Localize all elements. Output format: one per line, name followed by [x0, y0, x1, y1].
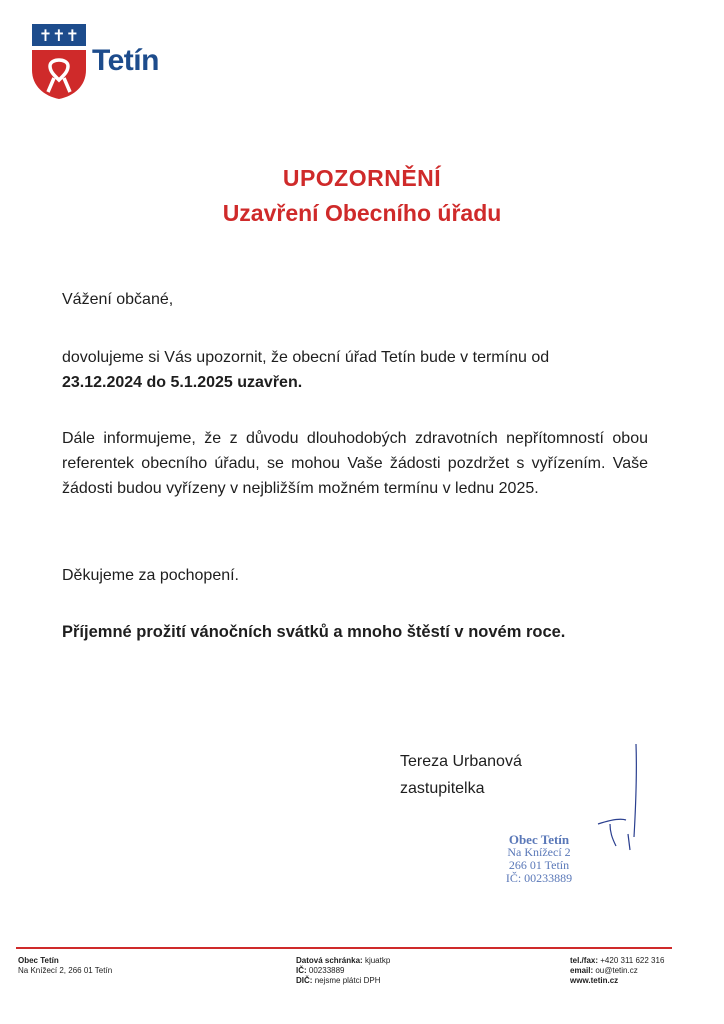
ds-value: kjuatkp [364, 956, 391, 965]
web-link[interactable]: www.tetin.cz [570, 976, 619, 985]
stamp-line-1: Obec Tetín [508, 832, 570, 847]
signer-name: Tereza Urbanová [400, 753, 522, 770]
ds-label: Datová schránka: [296, 956, 363, 965]
closure-text: dovolujeme si Vás upozornit, že obecní úřad Tetín bude v termínu od [62, 349, 550, 366]
coat-of-arms-icon [30, 22, 88, 100]
footer-contact [570, 956, 664, 986]
footer-ids [296, 956, 390, 986]
email-link[interactable]: ou@tetin.cz [595, 966, 638, 975]
closure-dates: 23.12.2024 do 5.1.2025 uzavřen. [62, 374, 303, 391]
holiday-wish: Příjemné prožití vánočních svátků a mnoho štěstí v novém roce. [62, 623, 566, 641]
email-label: email: [570, 966, 594, 975]
footer-org: Obec Tetín [18, 956, 59, 965]
stamp-line-4: IČ: 00233889 [505, 871, 573, 885]
greeting: Vážení občané, [62, 291, 174, 308]
office-stamp [500, 833, 578, 885]
thanks: Děkujeme za pochopení. [62, 567, 239, 584]
stamp-line-2: Na Knížecí 2 [507, 845, 571, 859]
notice-title: UPOZORNĚNÍ [282, 165, 442, 191]
crosses: ✝✝✝ [38, 26, 80, 45]
paragraph-info: Dále informujeme, že z důvodu dlouhodobých zdravotních nepřítomností obou referentek obecního úřadu, se mohou Vaše žádosti pozdržet s vyřízením. Vaše žádosti budou vyřízeny v nejbližším možném termínu v lednu 2025. [62, 430, 648, 497]
footer-address [18, 956, 112, 976]
ic-label: IČ: [296, 966, 307, 975]
signer-role: zastupitelka [400, 780, 485, 797]
dic-value: nejsme plátci DPH [314, 976, 381, 985]
notice-subtitle: Uzavření Obecního úřadu [222, 200, 502, 226]
logo [30, 22, 180, 102]
ic-value: 00233889 [308, 966, 345, 975]
signature-block [400, 748, 522, 802]
tel-value: +420 311 622 316 [600, 956, 665, 965]
dic-label: DIČ: [296, 976, 313, 985]
paragraph-closure [62, 345, 648, 395]
handwritten-signature-icon [590, 742, 650, 872]
stamp-line-3: 266 01 Tetín [508, 858, 570, 872]
tel-label: tel./fax: [570, 956, 599, 965]
logo-name: Tetín [92, 44, 159, 77]
footer-street: Na Knížecí 2, 266 01 Tetín [18, 966, 113, 975]
footer-divider [16, 947, 672, 949]
